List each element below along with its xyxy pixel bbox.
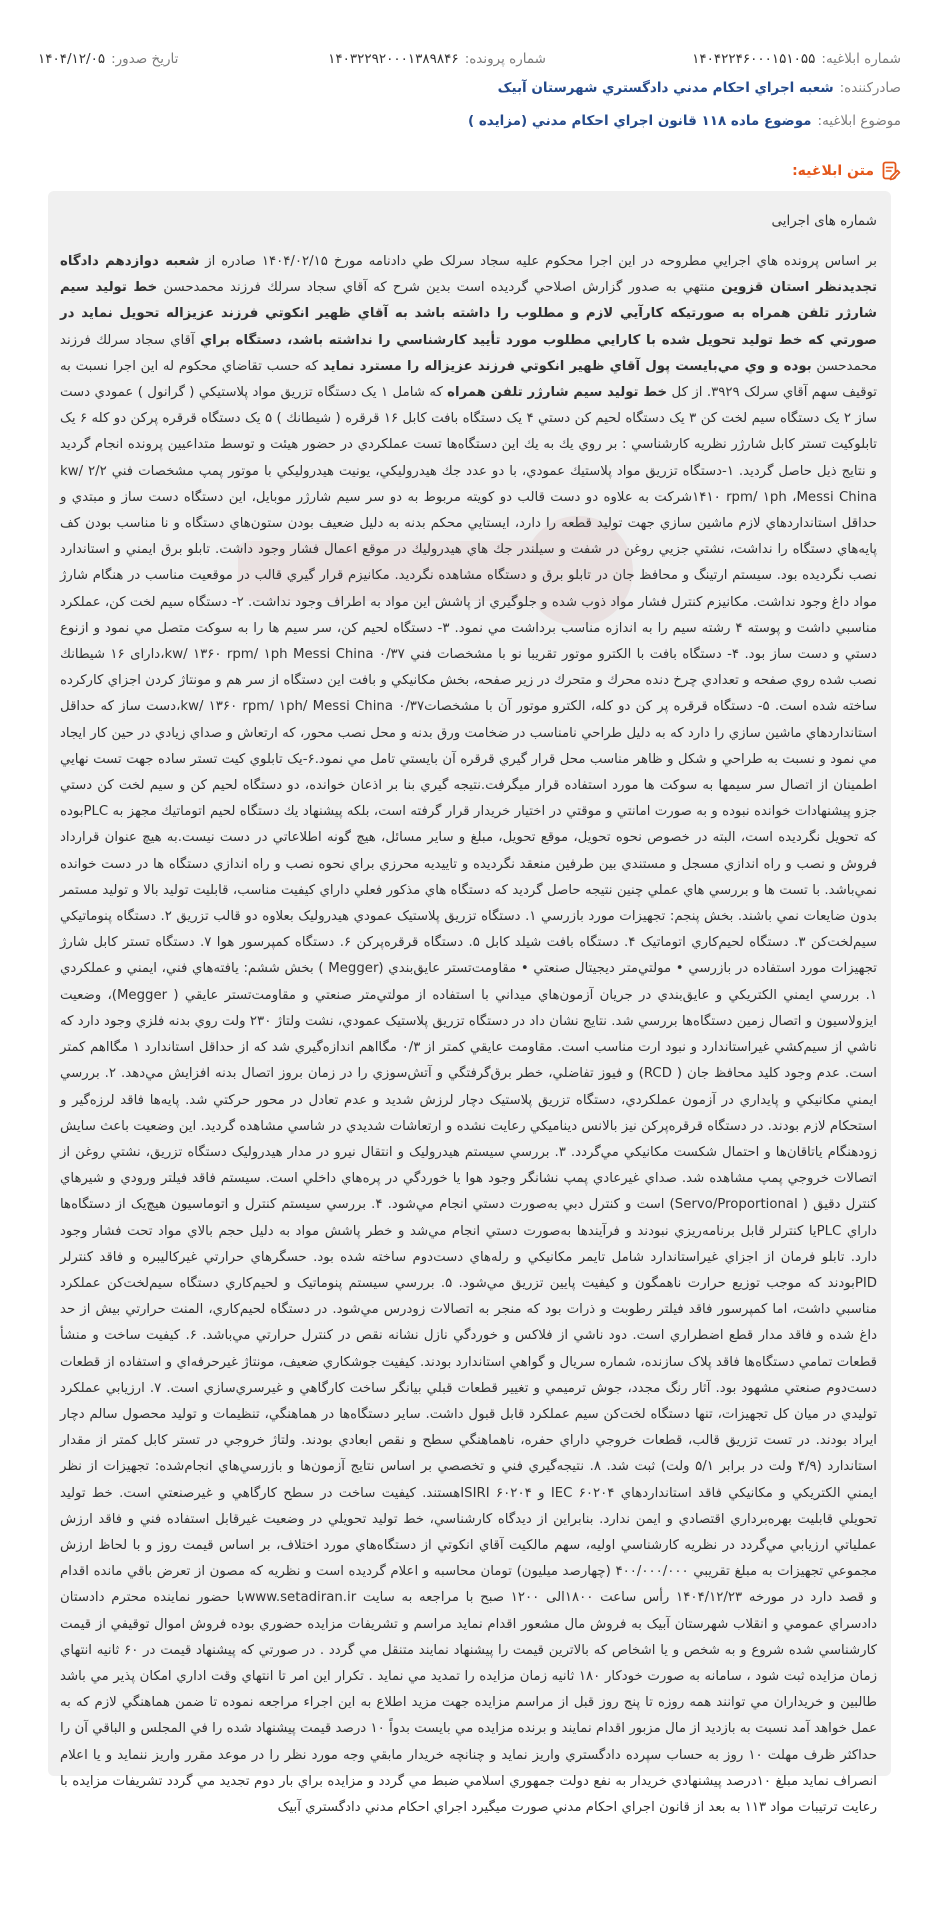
case-number <box>328 51 546 67</box>
notice-number <box>692 51 901 67</box>
notice-meta-row <box>38 48 901 70</box>
body-text-part: كه حسب تقاضاي محكوم له اين اجرا نسبت به توقيف سهم آقاي سرلک ۳۹۲۹. از كل <box>60 358 878 401</box>
notice-content-box <box>48 191 891 1815</box>
notice-body-text <box>60 249 877 1821</box>
body-text-part: بر اساس پرونده هاي اجرايي مطروحه در اين اجرا محكوم عليه سجاد سرلک طي دادنامه مورخ ۱۴۰۴/۰۲/۱۵ صادره از <box>199 254 877 269</box>
subject-value: موضوع ماده ۱۱۸ قانون اجراي احكام مدني (مزايده ) <box>467 113 812 129</box>
body-text-part: منتهي به صدور گزارش اصلاحي گرديده است بدين شرح كه آقاي سجاد سرلك فرزند محمدحسن <box>157 280 722 296</box>
document-edit-icon <box>881 160 901 182</box>
body-text-part: آقاي سجاد سرلك فرزند محمدحسن <box>60 332 877 374</box>
issue-date-value: ۱۴۰۴/۱۲/۰۵ <box>38 51 106 67</box>
issue-date <box>38 51 178 67</box>
issuer-value: شعبه اجراي احكام مدني دادگستري شهرستان آبيک <box>497 80 834 96</box>
case-number-value: ۱۴۰۳۲۲۹۲۰۰۰۱۳۸۹۸۴۶ <box>328 51 459 67</box>
subject-label: موضوع ابلاغیه: <box>817 113 901 129</box>
notice-text-title: متن ابلاغیه: <box>792 163 874 179</box>
body-text-part: كه شامل ۱ يک دستگاه تزريق مواد پلاستيكي ( گرانول ) عمودي دست ساز ۲ يک دستگاه سيم لخت كن ۳ يک دستگاه لحيم كن دستي ۴ يک دستگاه بافت كابل ۱۶ قرقره ( شيطانك ) ۵ يک دستگاه قرقره پركن دو كله ۶ يک تابلوكيت تستر كابل شارژر نظريه كارشناسي : بر روي يك به يك اين دستگاه‌ها تست عملكردي در حضور هيئت و توسط متداعيين پرونده انجام گرديد و نتايج ذيل حاصل گرديد. ۱-دستگاه تزريق مواد پلاستيك عمودي، با دو عدد جك هيدروليكي، يونيت هيدروليكي با موتور پمپ مشخصات فني ۲/۲ kw/ ۱۴۱۰ rpm/ ۱ph ،Messi Chinaشركت به علاوه دو دست قالب دو كويته مربوط به دو سر سيم شارژر موبايل، اين دستگاه دست ساز و مبتدي و حداقل استانداردهاي لازم ماشين سازي جهت توليد قطعه را دارد، ايستايي محكم بدنه به دليل ضعيف بودن ستون‌هاي دستگاه و نا مناسب بودن كف پايه‌هاي دستگاه را نداشت، نشتي جزيي روغن در شفت و سيلندر جك هاي هيدروليك در موقع اعمال فشار وجود داشت. تابلو برق ايمني و استاندارد نصب نگرديده بود. سيستم ارتينگ و محافظ جان در تابلو برق و دستگاه مشاهده نگرديد. مكانيزم قرار گيري قالب در موقعيت مناسب در هنگام شارژ مواد داغ وجود نداشت. مكانيزم كنترل فشار مواد ذوب شده و جلوگيري از پاشش اين مواد به اطراف وجود نداشت. ۲- دستگاه سيم لخت كن، عملكرد مناسبي داشت و پوسته ۴ رشته سيم را به اندازه مناسب برداشت مي نمود. ۳- دستگاه لحيم كن، سر سيم ها را به سوكت متصل مي نمود و ازنوع دستي و دست ساز بود. ۴- دستگاه بافت با الكترو موتور تقريبا نو با مشخصات فني ۰/۳۷ kw/ ۱۳۶۰ rpm/ ۱ph Messi China،دارای ۱۶ شيطانك نصب شده روي صفحه و تعدادي چرخ دنده محرك و متحرك در زير صفحه، بخش مكانيكي و بافت اين دستگاه از سر هم و مونتاژ كردن اجزاي كاركرده ساخته شده است. ۵- دستگاه قرقره پر كن دو كله، الكترو موتور آن با مشخصات۰/۳۷ kw/ ۱۳۶۰ rpm/ ۱ph/ Messi China،دست ساز كه حداقل استانداردهاي ماشين سازي را دارد كه به دليل طراحي نامناسب در ضخامت ورق بدنه و محل نصب محور، كه ارتعاش و صداي زيادي در حين كار ايجاد مي نمود و نسبت به طراحي و شكل و ظاهر مناسب محل قرار گيري قرقره آن بايستي تامل مي نمود.۶-يک تابلوي كيت تستر ساده جهت تست نهايي اطمينان از اتصال سر سيمها به سوكت ها مورد استفاده قرار ميگرفت.نتيجه گيري بنا بر اذعان خوانده، دو دستگاه لحيم كن و سيم لخت كن دستي جزو پيشنهادات خوانده نبوده و به صورت امانتي و موقتي در اختيار خريدار قرار گرفته است، بلكه پيشنهاد يك دستگاه لحيم اتوماتيك مجهز به PLCبوده كه تحويل نگرديده است، البته در خصوص نحوه تحويل، موقع تحويل، مبلغ و ساير مسائل، هيچ گونه اطلاعاتي در دست نيست.به هيچ عنوان قرارداد فروش و نصب و راه اندازي مسجل و مستندي بين طرفين منعقد نگرديده و تاييديه محرزي براي نحوه نصب و راه اندازي دستگاه ها در دست خوانده نمي‌باشد. با تست ها و بررسي هاي عملي چنين نتيجه حاصل گرديد كه دستگاه هاي مذكور فعلي داراي كيفيت مناسب، قابليت توليد بالا و توليد مستمر بدون ضايعات نمي باشند. بخش پنجم: تجهيزات مورد بازرسي ۱. دستگاه تزريق پلاستيک عمودي هيدروليک بعلاوه دو قالب تزريق ۲. دستگاه پنوماتيکي سيم‌لخت‌کن ۳. دستگاه لحيم‌کاري اتوماتيک ۴. دستگاه بافت شيلد کابل ۵. دستگاه قرقره‌پرکن ۶. دستگاه کمپرسور هوا ۷. دستگاه تستر کابل شارژ تجهيزات مورد استفاده در بازرسي • مولتي‌متر ديجيتال صنعتي • مقاومت‌تستر عايق‌بندي (Megger ) بخش ششم: يافته‌هاي فني، ايمني و عملکردي ۱. بررسي ايمني الکتريکي و عايق‌بندي در جريان آزمون‌هاي ميداني با استفاده از مولتي‌متر صنعتي و مقاومت‌تستر عايقي ( Megger)، وضعيت ايزولاسيون و اتصال زمين دستگاه‌ها بررسي شد. نتايج نشان داد در دستگاه تزريق پلاستيک عمودي، نشت ولتاژ ۲۳۰ ولت روي بدنه فلزي وجود دارد که ناشي از سيم‌کشي غيراستاندارد و نبود ارت مناسب است. مقاومت عايقي کمتر از ۰/۳ مگااهم اندازه‌گيري شد که از حداقل استاندارد ۱ مگااهم کمتر است. عدم وجود کليد محافظ جان ( RCD) و فيوز تفاضلي، خطر برق‌گرفتگي و آتش‌سوزي را در زمان بروز اتصال بدنه افزايش مي‌دهد. ۲. بررسي ايمني مکانيکي و پايداري در آزمون عملکردي، دستگاه تزريق پلاستيک دچار لرزش شديد و عدم تعادل در محور حرکتي شد. پايه‌ها فاقد لرزه‌گير و استحکام لازم بودند. در دستگاه قرقره‌پرکن نيز بالانس ديناميکي رعايت نشده و ارتعاشات شديدي در شاسي مشاهده گرديد. اين وضعيت باعث سايش زودهنگام ياتاقان‌ها و احتمال شکست مکانيکي مي‌گردد. ۳. بررسي سيستم هيدروليک و انتقال نيرو در مدار هيدروليک دستگاه تزريق، نشتي روغن از اتصالات خروجي پمپ مشاهده شد. صداي غيرعادي پمپ نشانگر وجود هوا يا خوردگي در پره‌هاي داخلي است. سيستم فاقد فيلتر ورودي و شيرهاي کنترل دقيق ( Servo/Proportional) است و کنترل دبي به‌صورت دستي انجام مي‌شود. ۴. بررسي سيستم کنترل و اتوماسيون هيچ‌يک از دستگاه‌ها داراي PLCيا کنترلر قابل برنامه‌ريزي نبودند و فرآيندها به‌صورت دستي انجام مي‌شد و خطر پاشش مواد به دليل حجم بالاي مواد تحت فشار وجود دارد. تابلو فرمان از اجزاي غيراستاندارد شامل تايمر مکانيکي و رله‌هاي دست‌دوم ساخته شده بود. حسگرهاي حرارتي غيرکاليبره و فاقد کنترلر PIDبودند که موجب توزيع حرارت ناهمگون و کيفيت پايين تزريق مي‌شود. ۵. بررسي سيستم پنوماتيک و لحيم‌کاري دستگاه سيم‌لخت‌کن عملکرد مناسبي داشت، اما کمپرسور فاقد فيلتر رطوبت و ذرات بود که منجر به اتصالات زودرس مي‌شود. در دستگاه لحيم‌کاري، المنت حرارتي بيش از حد داغ شده و فاقد مدار قطع اضطراري است. دود ناشي از فلاکس و خوردگي نازل نشانه نقص در کنترل حرارتي مي‌باشد. ۶. کيفيت ساخت و منشأ قطعات تمامي دستگاه‌ها فاقد پلاک سازنده، شماره سريال و گواهي استاندارد بودند. کيفيت جوشکاري ضعيف، مونتاژ غيرحرفه‌اي و استفاده از قطعات دست‌دوم صنعتي مشهود بود. آثار رنگ مجدد، جوش ترميمي و تغيير قطعات قبلي بيانگر ساخت کارگاهي و غيرسري‌سازي است. ۷. ارزيابي عملکرد توليدي در ميان کل تجهيزات، تنها دستگاه لخت‌کن سيم عملکرد قابل قبول داشت. ساير دستگاه‌ها در هماهنگي، تنظيمات و توليد محصول سالم دچار ايراد بودند. در تست تزريق قالب، قطعات خروجي داراي حفره، ناهماهنگي سطح و نقص ابعادي بودند. ولتاژ خروجي در تستر کابل کمتر از مقدار استاندارد (۴/۹ ولت در برابر ۵/۱ ولت) ثبت شد. ۸. نتيجه‌گيري فني و تخصصي بر اساس نتايج آزمون‌ها و بازرسي‌هاي انجام‌شده: تجهيزات از نظر ايمني الکتريکي و مکانيکي فاقد استانداردهاي IEC ۶۰۲۰۴ و ISIRI ۶۰۲۰۴هستند. کيفيت ساخت در سطح کارگاهي و غيرصنعتي است. خط توليد تحويلي قابليت بهره‌برداري اقتصادي و ايمن ندارد. بنابراين از ديدگاه کارشناسي، خط توليد تحويلي در وضعيت غيرقابل استفاده فني و فاقد ارزش عملياتي ارزيابي مي‌گردد در نظريه كارشناسي اوليه، سهم مالكيت آقاي انكوتي از دستگاه‌هاي مورد اختلاف، بر اساس قيمت روز و با لحاظ ارزش مجموعي تجهيزات به مبلغ تقريبي ۴۰۰/۰۰۰/۰۰۰ (چهارصد ميليون) تومان محاسبه و اعلام گرديده است و نظريه كه مصون از تعرض باقي مانده اقدام و قصد دارد در مورخه ۱۴۰۴/۱۲/۲۳ رأس ساعت ۱۸۰۰الی ۱۲۰۰ صبح با مراجعه به سايت www.setadiran.irبا حضور نماينده محترم دادستان دادسراي عمومي و انقلاب شهرستان آبيک به فروش مال مشعور اقدام نمايد مراسم و تشريفات مزايده حضوري بوده فروش اموال توقيفي از قيمت كارشناسي شده شروع و به شخص و يا اشخاص كه بالاترين قيمت را پيشنهاد نمايند متنقل مي گردد . در صورتي كه پيشنهاد قيمت در ۶۰ ثانيه انتهاي زمان مزايده ثبت شود ، سامانه به صورت خودكار ۱۸۰ ثانيه زمان مزايده را تمديد مي نمايد . تكرار اين امر تا انتهاي وقت اداري امكان پذير مي باشد طالبين و خريداران مي توانند همه روزه تا پنج روز قبل از مراسم مزايده جهت مزيد اطلاع به اين اجراء مراجعه نموده تا ضمن هماهنگي لازم كه به عمل خواهد آمد نسبت به بازديد از مال مزبور اقدام نمايند و برنده مزايده مي بايست بدواً ۱۰ درصد قيمت پيشنهاد شده را في المجلس و الباقي آن را حداكثر ظرف مهلت ۱۰ روز به حساب سپرده دادگستري واريز نمايد و چنانچه خريدار مابقي وجه مورد نظر را در موعد مقرر واريز ننمايد و يا اعلام انصراف نمايد مبلغ ۱۰درصد پيشنهادي خريدار به نفع دولت جمهوري اسلامي ضبط مي گردد و مزايده براي بار دوم تجديد مي گردد تشريفات مزايده با رعايت ترتيبات مواد ۱۱۳ به بعد از قانون اجراي احكام مدني صورت ميگيرد اجراي احكام مدني دادگستري آبيک <box>60 385 878 1815</box>
body-text-bold: خط توليد سيم شارژر تلفن همراه <box>447 385 668 401</box>
execution-numbers-label: شماره های اجرایی <box>771 213 877 229</box>
body-text-bold: شعبه دوازدهم دادگاه تجديدنظر استان قزوين <box>60 254 877 296</box>
notice-number-label: شماره ابلاغیه: <box>821 51 901 67</box>
issuer-row <box>498 80 901 96</box>
case-number-label: شماره پرونده: <box>464 51 546 67</box>
issue-date-label: تاریخ صدور: <box>111 51 179 67</box>
notice-text-heading <box>792 160 901 182</box>
body-text-bold: بوده و وي مي‌بايست پول آقاي ظهير انكوتي فرزند عزيزاله را مسترد نمايد <box>322 358 812 374</box>
notice-number-value: ۱۴۰۴۲۲۴۶۰۰۰۱۵۱۰۵۵ <box>692 51 816 67</box>
issuer-label: صادرکننده: <box>839 80 901 96</box>
body-text-bold: خط توليد سيم شارژر تلفن همراه به صورتيكه كارآيي لازم و مطلوب را داشته باشد به آقاي ظهير انكوتي فرزند عزيزاله تحويل نمايد در صورتي كه خط توليد تحويل شده با كارايي مطلوب مورد تأييد كارشناسي را نداشته باشد، دستگاه براي <box>60 280 877 348</box>
subject-row <box>468 113 901 129</box>
